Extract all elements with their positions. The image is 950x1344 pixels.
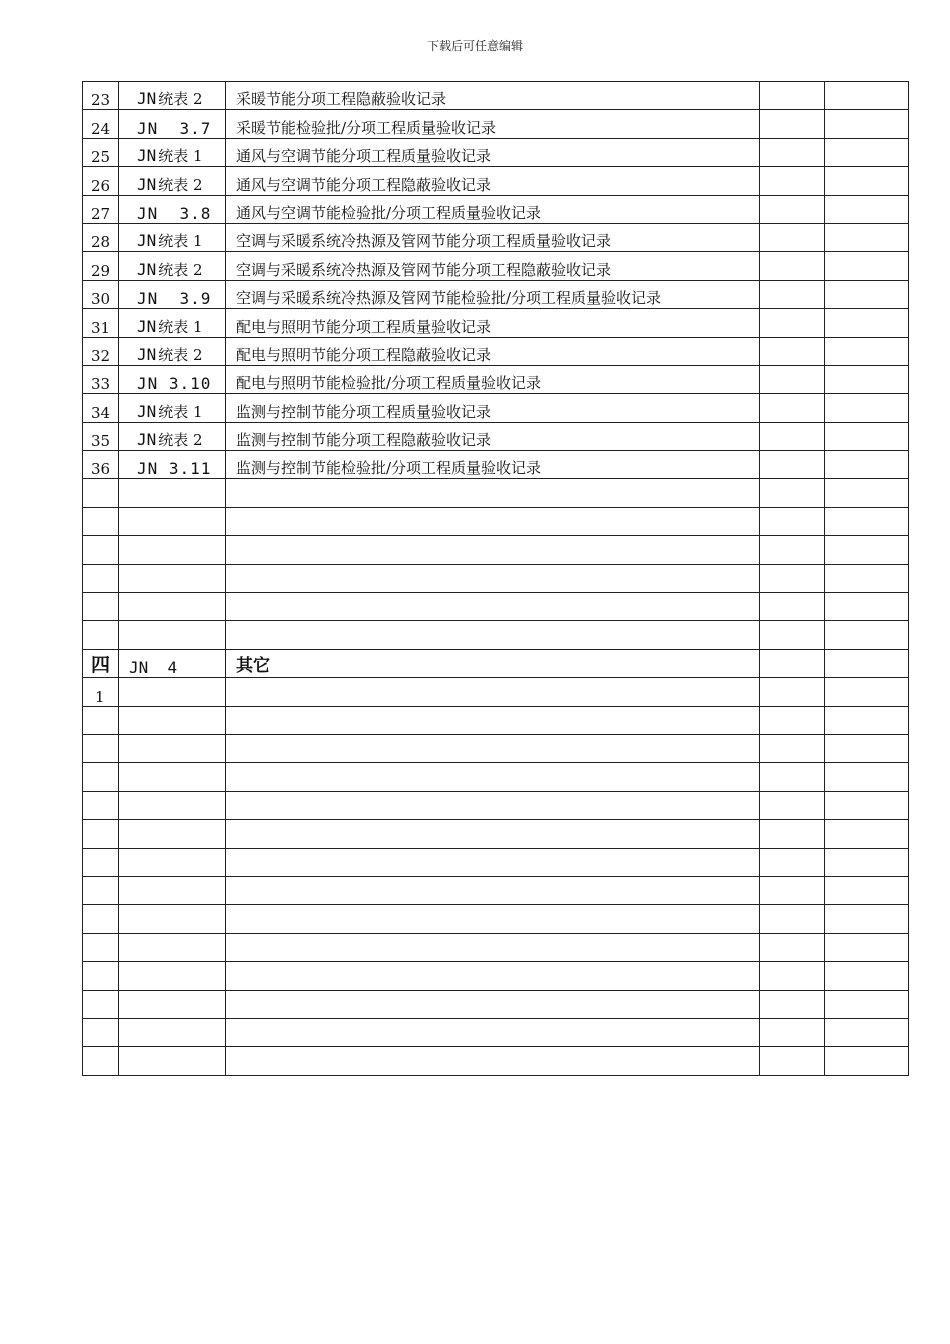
table-row [83,110,909,138]
form-code: JN [137,89,157,109]
form-code: JN 3.9 [137,289,212,309]
record-title: 采暖节能分项工程隐蔽验收记录 [226,82,760,110]
form-code-cell [119,280,226,308]
blank-cell [825,706,909,734]
blank-cell [825,110,909,138]
blank-cell [760,848,825,876]
blank-cell [119,848,226,876]
row-number: 24 [83,110,119,138]
blank-row [83,990,909,1018]
blank-cell [119,706,226,734]
form-code: JN [137,174,157,194]
blank-cell [825,309,909,337]
blank-cell [825,223,909,251]
table-row [83,82,909,110]
row-number: 29 [83,252,119,280]
blank-cell [760,309,825,337]
record-title: 采暖节能检验批/分项工程质量验收记录 [226,110,760,138]
blank-cell [760,138,825,166]
form-code: JN 3.8 [137,203,212,223]
blank-cell [119,621,226,649]
blank-cell [119,479,226,507]
blank-cell [760,706,825,734]
page-header-note: 下载后可任意编辑 [426,39,523,53]
form-code-cell [119,110,226,138]
blank-cell [760,962,825,990]
form-code-suffix: 统表 1 [158,317,203,336]
blank-cell [825,848,909,876]
row-number: 27 [83,195,119,223]
blank-cell [825,621,909,649]
blank-cell [119,933,226,961]
blank-cell [760,422,825,450]
blank-cell [760,593,825,621]
record-title: 空调与采暖系统冷热源及管网节能分项工程隐蔽验收记录 [226,252,760,280]
blank-cell [83,593,119,621]
blank-cell [760,451,825,479]
blank-cell [760,876,825,904]
blank-cell [226,933,760,961]
form-code-cell [119,195,226,223]
blank-cell [83,536,119,564]
form-code-cell [119,138,226,166]
blank-cell [760,82,825,110]
blank-cell [226,791,760,819]
blank-cell [760,649,825,677]
blank-cell [226,564,760,592]
blank-cell [226,593,760,621]
row-number: 35 [83,422,119,450]
row-number: 36 [83,451,119,479]
blank-cell [226,536,760,564]
blank-cell [760,678,825,706]
blank-cell [825,649,909,677]
table-row [83,309,909,337]
blank-cell [83,990,119,1018]
record-title: 空调与采暖系统冷热源及管网节能分项工程质量验收记录 [226,223,760,251]
form-code-cell [119,82,226,110]
blank-cell [825,791,909,819]
blank-cell [825,1047,909,1075]
form-code: JN [137,430,157,450]
table-row [83,451,909,479]
blank-row [83,876,909,904]
blank-cell [83,1047,119,1075]
table-row [83,678,909,706]
blank-cell [825,678,909,706]
blank-cell [760,990,825,1018]
row-number: 25 [83,138,119,166]
blank-cell [825,252,909,280]
form-code: JN 3.10 [137,374,212,394]
blank-cell [760,734,825,762]
blank-cell [119,763,226,791]
form-code: JN [137,401,157,421]
blank-row [83,734,909,762]
blank-cell [760,507,825,535]
blank-cell [119,791,226,819]
blank-cell [825,195,909,223]
row-number: 31 [83,309,119,337]
table-row [83,337,909,365]
blank-cell [119,734,226,762]
form-code-cell [119,223,226,251]
blank-row [83,791,909,819]
form-code-cell [119,309,226,337]
blank-cell [825,479,909,507]
blank-row [83,564,909,592]
blank-cell [825,451,909,479]
blank-cell [825,876,909,904]
form-code: JN 3.11 [137,459,212,479]
table-row [83,167,909,195]
blank-cell [83,933,119,961]
blank-cell [226,876,760,904]
blank-cell [760,223,825,251]
blank-cell [226,1018,760,1046]
blank-row [83,479,909,507]
blank-cell [760,337,825,365]
blank-cell [83,763,119,791]
blank-cell [226,763,760,791]
blank-cell [825,337,909,365]
blank-cell [825,82,909,110]
form-code-suffix: 统表 2 [158,90,203,109]
form-code-suffix: 统表 2 [158,260,203,279]
table-row [83,195,909,223]
blank-cell [760,564,825,592]
blank-cell [825,138,909,166]
blank-cell [825,280,909,308]
form-code-cell [119,167,226,195]
blank-cell [825,365,909,393]
table-row [83,223,909,251]
blank-cell [760,365,825,393]
blank-row [83,507,909,535]
blank-cell [825,763,909,791]
row-number: 33 [83,365,119,393]
blank-cell [226,990,760,1018]
record-title: 空调与采暖系统冷热源及管网节能检验批/分项工程质量验收记录 [226,280,760,308]
blank-row [83,962,909,990]
blank-cell [825,394,909,422]
record-title: 监测与控制节能分项工程质量验收记录 [226,394,760,422]
form-code-cell [119,394,226,422]
blank-cell [825,933,909,961]
record-title: 通风与空调节能分项工程隐蔽验收记录 [226,167,760,195]
blank-cell [119,564,226,592]
row-number: 28 [83,223,119,251]
blank-cell [825,593,909,621]
blank-cell [83,706,119,734]
blank-cell [119,1018,226,1046]
form-code-suffix: 统表 1 [158,147,203,166]
blank-cell [825,564,909,592]
blank-cell [226,621,760,649]
blank-row [83,763,909,791]
blank-row [83,820,909,848]
blank-cell [825,990,909,1018]
blank-cell [760,1047,825,1075]
record-title: 监测与控制节能检验批/分项工程质量验收记录 [226,451,760,479]
blank-cell [83,564,119,592]
record-title: 配电与照明节能分项工程质量验收记录 [226,309,760,337]
blank-cell [825,507,909,535]
form-code-suffix: 统表 1 [158,232,203,251]
blank-cell [226,820,760,848]
form-code: JN 3.7 [137,118,212,138]
form-code: JN [137,316,157,336]
table-row [83,422,909,450]
blank-cell [83,905,119,933]
blank-cell [825,820,909,848]
blank-cell [83,848,119,876]
blank-cell [760,110,825,138]
blank-cell [226,848,760,876]
form-code-cell [119,337,226,365]
table-row [83,252,909,280]
blank-cell [760,280,825,308]
blank-cell [226,479,760,507]
form-code-cell [119,422,226,450]
blank-cell [226,734,760,762]
form-code-suffix: 统表 2 [158,431,203,450]
blank-cell [760,394,825,422]
blank-cell [83,962,119,990]
blank-cell [760,933,825,961]
blank-cell [760,791,825,819]
table-row [83,394,909,422]
blank-cell [83,479,119,507]
blank-cell [119,905,226,933]
section-code: JN 4 [119,649,226,677]
blank-cell [760,195,825,223]
row-number: 1 [83,678,119,706]
blank-cell [825,905,909,933]
blank-cell [226,962,760,990]
form-code: JN [137,146,157,166]
blank-row [83,1018,909,1046]
blank-cell [760,252,825,280]
blank-cell [825,536,909,564]
table-row [83,280,909,308]
form-code: JN [137,231,157,251]
blank-cell [83,734,119,762]
record-title: 配电与照明节能分项工程隐蔽验收记录 [226,337,760,365]
blank-cell [119,593,226,621]
records-table [82,81,909,1076]
form-code-cell [119,451,226,479]
blank-cell [226,507,760,535]
blank-cell [119,990,226,1018]
row-number: 26 [83,167,119,195]
blank-row [83,933,909,961]
blank-row [83,706,909,734]
table-row [83,138,909,166]
blank-cell [83,1018,119,1046]
blank-cell [83,791,119,819]
form-code-cell [119,252,226,280]
record-title: 监测与控制节能分项工程隐蔽验收记录 [226,422,760,450]
blank-cell [825,962,909,990]
section-row [83,649,909,677]
blank-cell [760,536,825,564]
blank-cell [83,621,119,649]
blank-cell [226,905,760,933]
blank-cell [119,1047,226,1075]
blank-cell [119,536,226,564]
blank-row [83,1047,909,1075]
row-number: 30 [83,280,119,308]
blank-cell [119,876,226,904]
blank-cell [760,167,825,195]
blank-cell [760,905,825,933]
row-number: 23 [83,82,119,110]
blank-cell [760,820,825,848]
form-code: JN [137,344,157,364]
blank-cell [226,1047,760,1075]
blank-row [83,593,909,621]
record-title: 通风与空调节能分项工程质量验收记录 [226,138,760,166]
form-code-suffix: 统表 2 [158,175,203,194]
blank-cell [83,820,119,848]
section-number: 四 [83,649,119,677]
blank-cell [119,962,226,990]
blank-cell [760,763,825,791]
row-number: 32 [83,337,119,365]
blank-cell [760,1018,825,1046]
blank-cell [83,876,119,904]
blank-row [83,848,909,876]
blank-cell [119,678,226,706]
section-title: 其它 [226,649,760,677]
blank-cell [226,706,760,734]
record-title: 通风与空调节能检验批/分项工程质量验收记录 [226,195,760,223]
blank-row [83,905,909,933]
record-title: 配电与照明节能检验批/分项工程质量验收记录 [226,365,760,393]
blank-cell [825,1018,909,1046]
form-code-suffix: 统表 2 [158,345,203,364]
records-table-body [83,82,909,1076]
form-code-cell [119,365,226,393]
blank-cell [825,422,909,450]
form-code: JN [137,259,157,279]
blank-row [83,536,909,564]
blank-cell [760,479,825,507]
blank-cell [119,820,226,848]
blank-row [83,621,909,649]
row-number: 34 [83,394,119,422]
blank-cell [83,507,119,535]
table-row [83,365,909,393]
blank-cell [226,678,760,706]
blank-cell [119,507,226,535]
form-code-suffix: 统表 1 [158,402,203,421]
blank-cell [825,734,909,762]
blank-cell [760,621,825,649]
blank-cell [825,167,909,195]
